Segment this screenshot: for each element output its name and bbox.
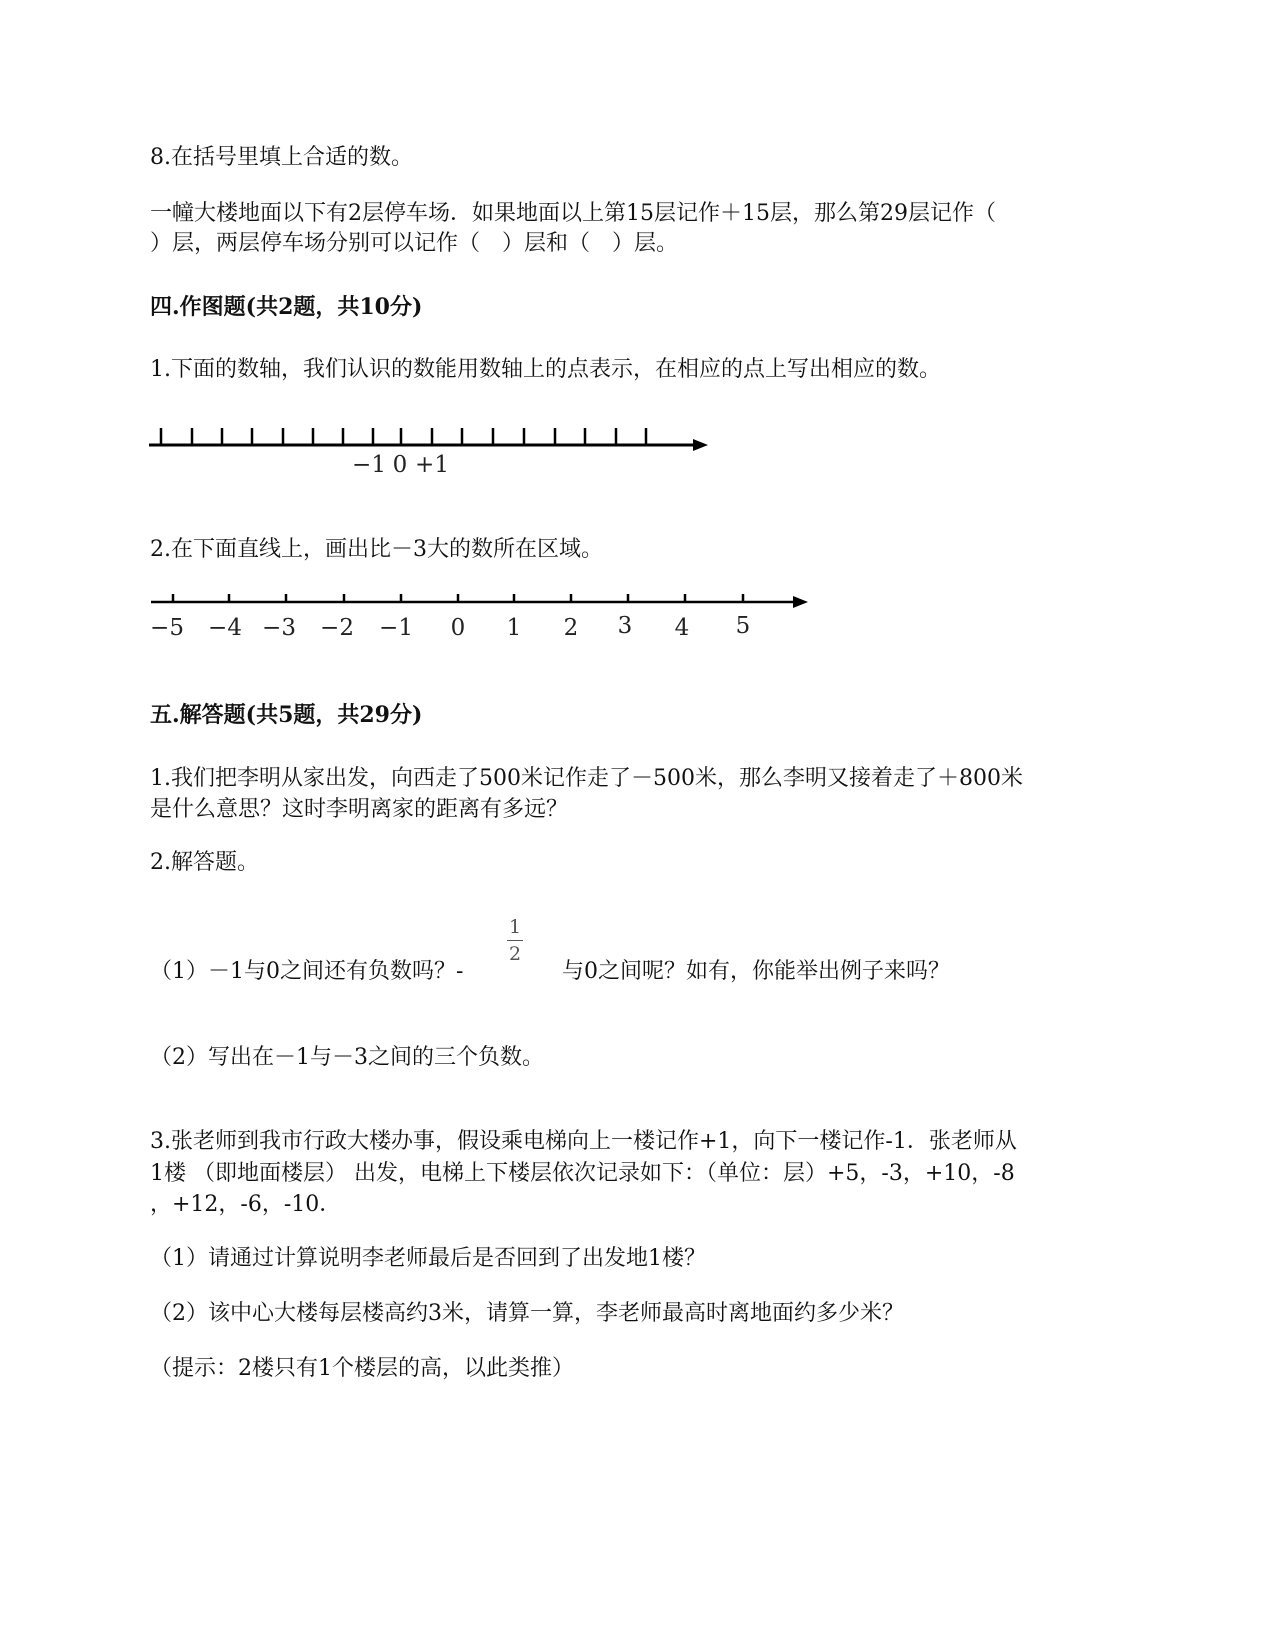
question-3-sub-2: （2）该中心大楼每层楼高约3米，请算一算，李老师最高时离地面约多少米？ (150, 1301, 904, 1326)
number-line-1 (145, 420, 720, 480)
section-5-question-3-line-2: 1楼 （即地面楼层） 出发，电梯上下楼层依次记录如下：（单位：层）+5，-3，+10，-8 (150, 1161, 1015, 1186)
number-line-2-label-5: 5 (735, 613, 751, 639)
section-5-question-1-line-2: 是什么意思？这时李明离家的距离有多远？ (150, 797, 569, 822)
section-4-question-1: 1.下面的数轴，我们认识的数能用数轴上的点表示，在相应的点上写出相应的数。 (150, 357, 941, 382)
number-line-2-arrow (793, 596, 808, 608)
number-line-1-ticks (161, 428, 646, 445)
question-2-sub-2: （2）写出在－1与－3之间的三个负数。 (150, 1045, 544, 1070)
number-line-2-label-1: 1 (506, 615, 522, 641)
number-line-2-label-neg4: −4 (208, 615, 242, 641)
section-5-question-3-line-3: ，+12，-6，-10． (150, 1192, 342, 1217)
number-line-2-label-neg2: −2 (320, 615, 354, 641)
question-2-sub-1-part-b: 与0之间呢？如有，你能举出例子来吗？ (562, 959, 950, 984)
number-line-2-label-neg3: −3 (262, 615, 296, 641)
fraction-numerator: 1 (508, 916, 522, 938)
section-4-question-2: 2.在下面直线上，画出比－3大的数所在区域。 (150, 537, 603, 562)
fraction-bar (507, 940, 523, 941)
fraction-one-half (504, 916, 526, 965)
question-8-text-line-2: ）层，两层停车场分别可以记作（ ）层和（ ）层。 (150, 231, 679, 256)
section-5-question-1-line-1: 1.我们把李明从家出发，向西走了500米记作走了－500米，那么李明又接着走了＋800米 (150, 766, 1023, 791)
section-5-question-2: 2.解答题。 (150, 850, 259, 875)
number-line-1-label-neg1: −1 (352, 452, 386, 478)
fraction-denominator: 2 (508, 943, 522, 965)
number-line-1-label-0: 0 (392, 452, 408, 478)
section-5-question-3-line-1: 3.张老师到我市行政大楼办事，假设乘电梯向上一楼记作+1，向下一楼记作-1．张老师从 (150, 1129, 1017, 1154)
question-3-sub-1: （1）请通过计算说明李老师最后是否回到了出发地1楼？ (150, 1246, 706, 1271)
number-line-2-label-2: 2 (563, 615, 579, 641)
number-line-2 (145, 585, 820, 650)
number-line-2-label-4: 4 (674, 615, 690, 641)
number-line-2-label-neg5: −5 (150, 615, 184, 641)
number-line-2-label-3: 3 (617, 613, 633, 639)
section-4-heading: 四.作图题(共2题，共10分) (150, 294, 423, 320)
number-line-1-label-pos1: +1 (415, 452, 449, 478)
section-5-heading: 五.解答题(共5题，共29分) (150, 702, 423, 728)
number-line-1-arrow (693, 439, 708, 451)
question-2-sub-1-part-a: （1）－1与0之间还有负数吗？- (150, 959, 464, 984)
question-8-text-line-1: 一幢大楼地面以下有2层停车场．如果地面以上第15层记作＋15层，那么第29层记作（ (150, 201, 996, 226)
number-line-2-label-0: 0 (450, 615, 466, 641)
number-line-2-label-neg1: −1 (379, 615, 413, 641)
question-3-hint: （提示：2楼只有1个楼层的高，以此类推） (150, 1356, 574, 1381)
question-8-title: 8.在括号里填上合适的数。 (150, 145, 413, 170)
